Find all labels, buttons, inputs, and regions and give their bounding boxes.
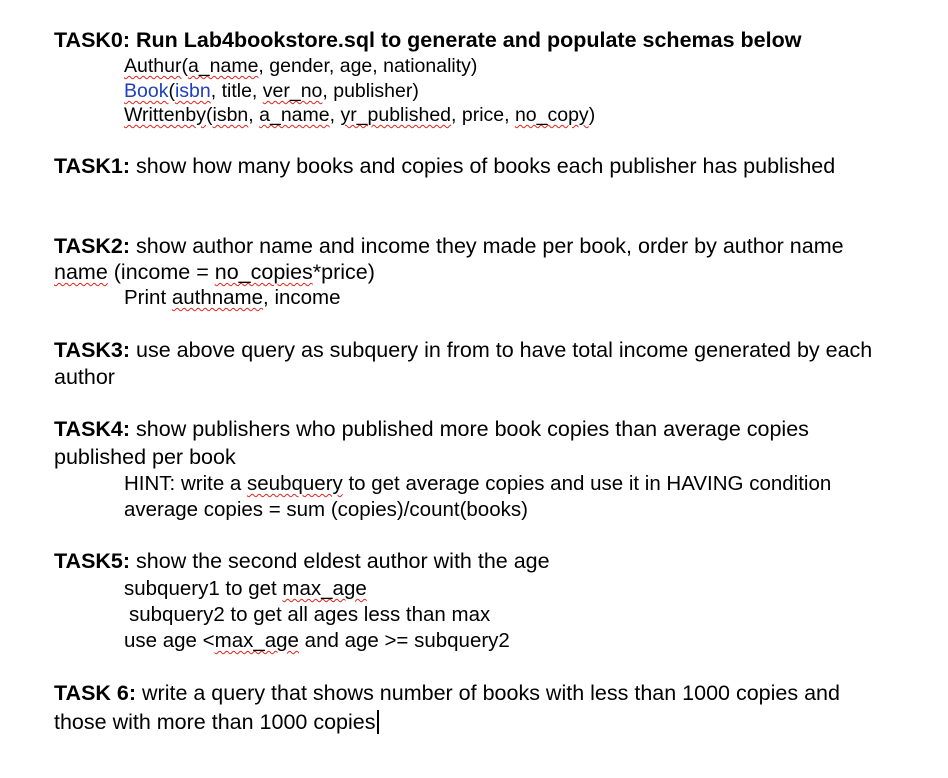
task0-heading: TASK0: Run Lab4bookstore.sql to generate and populate schemas below bbox=[54, 28, 802, 52]
task4-average-line: average copies = sum (copies)/count(books) bbox=[124, 498, 528, 521]
task1-label: TASK1: bbox=[54, 154, 131, 178]
task6-line1: TASK 6: write a query that shows number of books with less than 1000 copies and bbox=[54, 681, 840, 705]
task3-label: TASK3: bbox=[54, 338, 131, 362]
task5-subquery1: subquery1 to get max_age bbox=[124, 577, 367, 600]
task4-line1: TASK4: show publishers who published more book copies than average copies bbox=[54, 417, 809, 441]
schema-book-key: isbn bbox=[174, 80, 211, 102]
schema-author-name: Authur bbox=[124, 55, 182, 77]
task1-line1: TASK1: show how many books and copies of books each publisher has published bbox=[54, 154, 836, 178]
task3-line1: TASK3: use above query as subquery in from to have total income generated by each bbox=[54, 338, 873, 362]
task2-label: TASK2: bbox=[54, 234, 131, 258]
task6-label: TASK 6: bbox=[54, 681, 137, 705]
task2-line2: name (income = no_copies*price) bbox=[54, 260, 375, 284]
schema-author-key: a_name bbox=[187, 55, 259, 77]
task3-line2: author bbox=[54, 365, 115, 389]
schema-writtenby-name: Writtenby bbox=[124, 104, 206, 126]
text-cursor bbox=[377, 710, 379, 734]
task5-line1: TASK5: show the second eldest author with the age bbox=[54, 549, 550, 573]
schema-book-ver: ver_no bbox=[262, 80, 323, 102]
schema-book: Book(isbn, title, ver_no, publisher) bbox=[124, 80, 419, 102]
task2-line1: TASK2: show author name and income they made per book, order by author name bbox=[54, 234, 844, 258]
task2-print-line: Print authname, income bbox=[124, 286, 341, 309]
task4-hint: HINT: write a seubquery to get average copies and use it in HAVING condition bbox=[124, 472, 832, 495]
schema-book-name: Book bbox=[124, 80, 169, 102]
task5-label: TASK5: bbox=[54, 549, 131, 573]
task6-line2[interactable]: those with more than 1000 copies bbox=[54, 710, 379, 734]
schema-author: Authur(a_name, gender, age, nationality) bbox=[124, 55, 478, 77]
task5-subquery2: subquery2 to get all ages less than max bbox=[129, 603, 491, 626]
task5-use-line: use age <max_age and age >= subquery2 bbox=[124, 629, 510, 652]
task4-label: TASK4: bbox=[54, 417, 131, 441]
schema-writtenby: Writtenby(isbn, a_name, yr_published, price, no_copy) bbox=[124, 104, 596, 126]
schema-writtenby-key: isbn bbox=[212, 104, 249, 126]
task4-line2: published per book bbox=[54, 445, 236, 469]
